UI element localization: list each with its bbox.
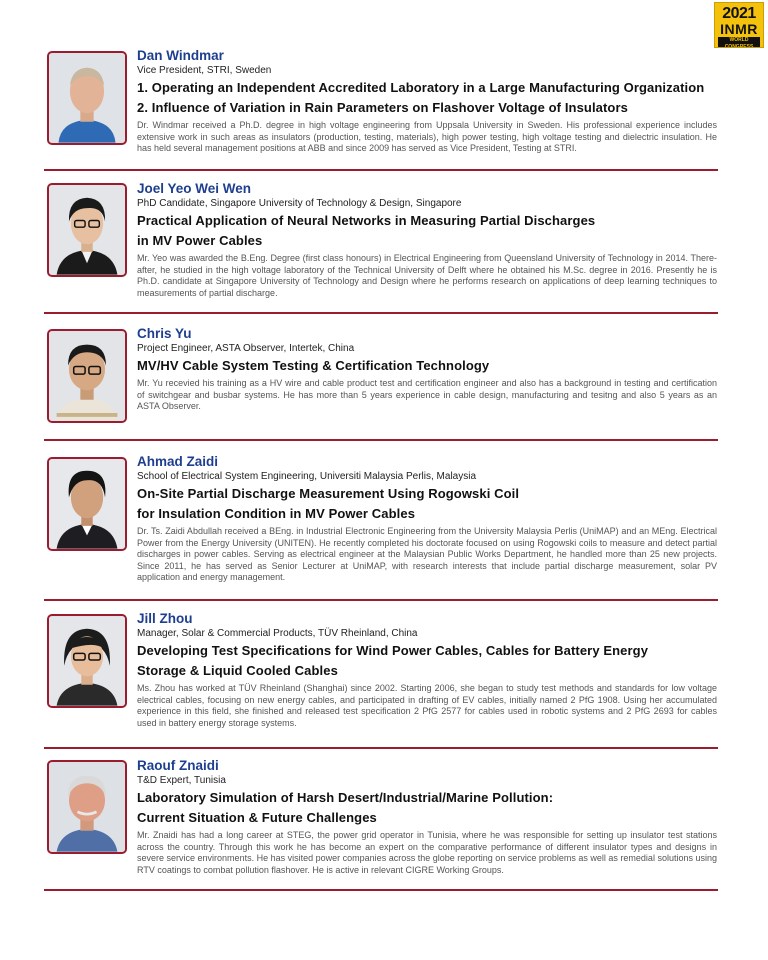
talk-title-line: 1. Operating an Independent Accredited Laboratory in a Large Manufacturing Organization xyxy=(137,80,705,95)
talk-title-line: MV/HV Cable System Testing & Certification Technology xyxy=(137,358,490,373)
divider xyxy=(44,439,718,441)
speaker-bio: Mr. Yeo was awarded the B.Eng. Degree (first class honours) in Electrical Engineering from Queensland University of Technology in 2014. There-after, he studied in the high voltage laboratory of the Technical University of Delft where he obtained his M.Sc. degree in 2016. Presently he is Ph.D. candidate at Singapore University of Technology and Design where he performs research on applications of deep learning techniques to measurements of partial discharge. xyxy=(137,253,717,298)
speaker-bio: Dr. Ts. Zaidi Abdullah received a BEng. in Industrial Electronic Engineering from the University Malaysia Perlis (UniMAP) and an MEng. Electrical Power from the Energy University (UNITEN). He recently completed his doctorate focused on using Rogowski coils to measure and detect partial discharges in power cables. Serving as electrical engineer at the Malaysian Public Works Department, he handled more than 25 new projects. Since 2011, he has served as Senior Lecturer at UniMAP, with research interests that include partial discharge measurement, solar PV application and energy management. xyxy=(137,526,717,583)
inmr-logo xyxy=(714,2,764,48)
speaker-photo xyxy=(47,760,127,854)
talk-title xyxy=(137,211,717,251)
talk-title xyxy=(137,356,717,376)
speaker-name: Jill Zhou xyxy=(137,611,193,626)
speaker-card-yeo xyxy=(44,181,718,317)
speaker-name: Chris Yu xyxy=(137,326,192,341)
speaker-affiliation: Project Engineer, ASTA Observer, Intertek, China xyxy=(137,343,355,354)
person-portrait-icon xyxy=(49,185,125,275)
talk-title-line: Developing Test Specifications for Wind Power Cables, Cables for Battery Energy xyxy=(137,643,649,658)
talk-title-line: 2. Influence of Variation in Rain Parameters on Flashover Voltage of Insulators xyxy=(137,100,628,115)
talk-title-line: Practical Application of Neural Networks in Measuring Partial Discharges xyxy=(137,213,596,228)
speaker-photo xyxy=(47,457,127,551)
speaker-name: Ahmad Zaidi xyxy=(137,454,219,469)
speaker-affiliation: Vice President, STRI, Sweden xyxy=(137,65,272,76)
divider xyxy=(44,312,718,314)
divider xyxy=(44,889,718,891)
speaker-card-zhou xyxy=(44,611,718,749)
speaker-affiliation: Manager, Solar & Commercial Products, TÜV Rheinland, China xyxy=(137,628,418,639)
speaker-card-znaidi xyxy=(44,758,718,894)
speaker-name: Dan Windmar xyxy=(137,48,224,63)
talk-title-line: for Insulation Condition in MV Power Cables xyxy=(137,506,416,521)
logo-subtitle: WORLD CONGRESS xyxy=(718,37,760,48)
divider xyxy=(44,169,718,171)
speaker-affiliation: T&D Expert, Tunisia xyxy=(137,775,226,786)
speaker-photo xyxy=(47,614,127,708)
speaker-name: Raouf Znaidi xyxy=(137,758,219,773)
speaker-name: Joel Yeo Wei Wen xyxy=(137,181,252,196)
talk-title-line: On-Site Partial Discharge Measurement Using Rogowski Coil xyxy=(137,486,520,501)
speaker-bio: Ms. Zhou has worked at TÜV Rheinland (Shanghai) since 2002. Starting 2006, she began to study test methods and standards for low voltage electrical cables, focusing on new energy cables, and participated in drafting of EV cables, initially named 2 PfG 1908. Using her accumulated experience in this field, she finished and released test specification 2 PfG 2577 for cables used in robotic systems and 2 PfG 2693 for cables used in battery energy storage systems. xyxy=(137,683,717,728)
speaker-card-zaidi xyxy=(44,454,718,602)
person-portrait-icon xyxy=(49,331,125,421)
person-portrait-icon xyxy=(49,459,125,549)
talk-title-line: in MV Power Cables xyxy=(137,233,263,248)
speaker-photo xyxy=(47,183,127,277)
speaker-bio: Dr. Windmar received a Ph.D. degree in high voltage engineering from Uppsala University in Sweden. His professional experience includes extensive work in such areas as insulators (production, testing, materials), high power testing, high voltage testing and dielectric insulation. He has held several management positions at ABB and since 2009 has served as Vice President, Testing at STRI. xyxy=(137,120,717,154)
speaker-bio: Mr. Znaidi has had a long career at STEG, the power grid operator in Tunisia, where he was responsible for setting up insulator test stations across the country. Through this work he has become an expert on the comparative performance of different insulator types and designs in severe service environments. He has visited power companies across the globe reporting on service problems as well as remedial solutions using RTV coatings to combat pollution flashover. He is active in relevant CIGRE Working Groups. xyxy=(137,830,717,875)
logo-name: INMR xyxy=(720,21,758,37)
talk-title xyxy=(137,641,717,681)
talk-title xyxy=(137,484,717,524)
logo-year: 2021 xyxy=(722,5,756,22)
speaker-bio: Mr. Yu recevied his training as a HV wire and cable product test and certification engineer and also has a background in testing and certification of switchgear and busbar systems. He has more than 5 years experience in cable design, manufacturing and tesitng and also 5 years as an ASTA Observer. xyxy=(137,378,717,412)
speaker-card-yu xyxy=(44,326,718,442)
speaker-affiliation: School of Electrical System Engineering, Universiti Malaysia Perlis, Malaysia xyxy=(137,471,477,482)
divider xyxy=(44,747,718,749)
talk-title xyxy=(137,788,717,828)
person-portrait-icon xyxy=(49,762,125,852)
speaker-photo xyxy=(47,329,127,423)
person-portrait-icon xyxy=(49,53,125,143)
talk-title xyxy=(137,78,717,118)
speaker-affiliation: PhD Candidate, Singapore University of Technology & Design, Singapore xyxy=(137,198,462,209)
speaker-photo xyxy=(47,51,127,145)
speaker-card-windmar xyxy=(44,48,718,172)
talk-title-line: Laboratory Simulation of Harsh Desert/Industrial/Marine Pollution: xyxy=(137,790,554,805)
talk-title-line: Current Situation & Future Challenges xyxy=(137,810,377,825)
divider xyxy=(44,599,718,601)
person-portrait-icon xyxy=(49,616,125,706)
talk-title-line: Storage & Liquid Cooled Cables xyxy=(137,663,338,678)
